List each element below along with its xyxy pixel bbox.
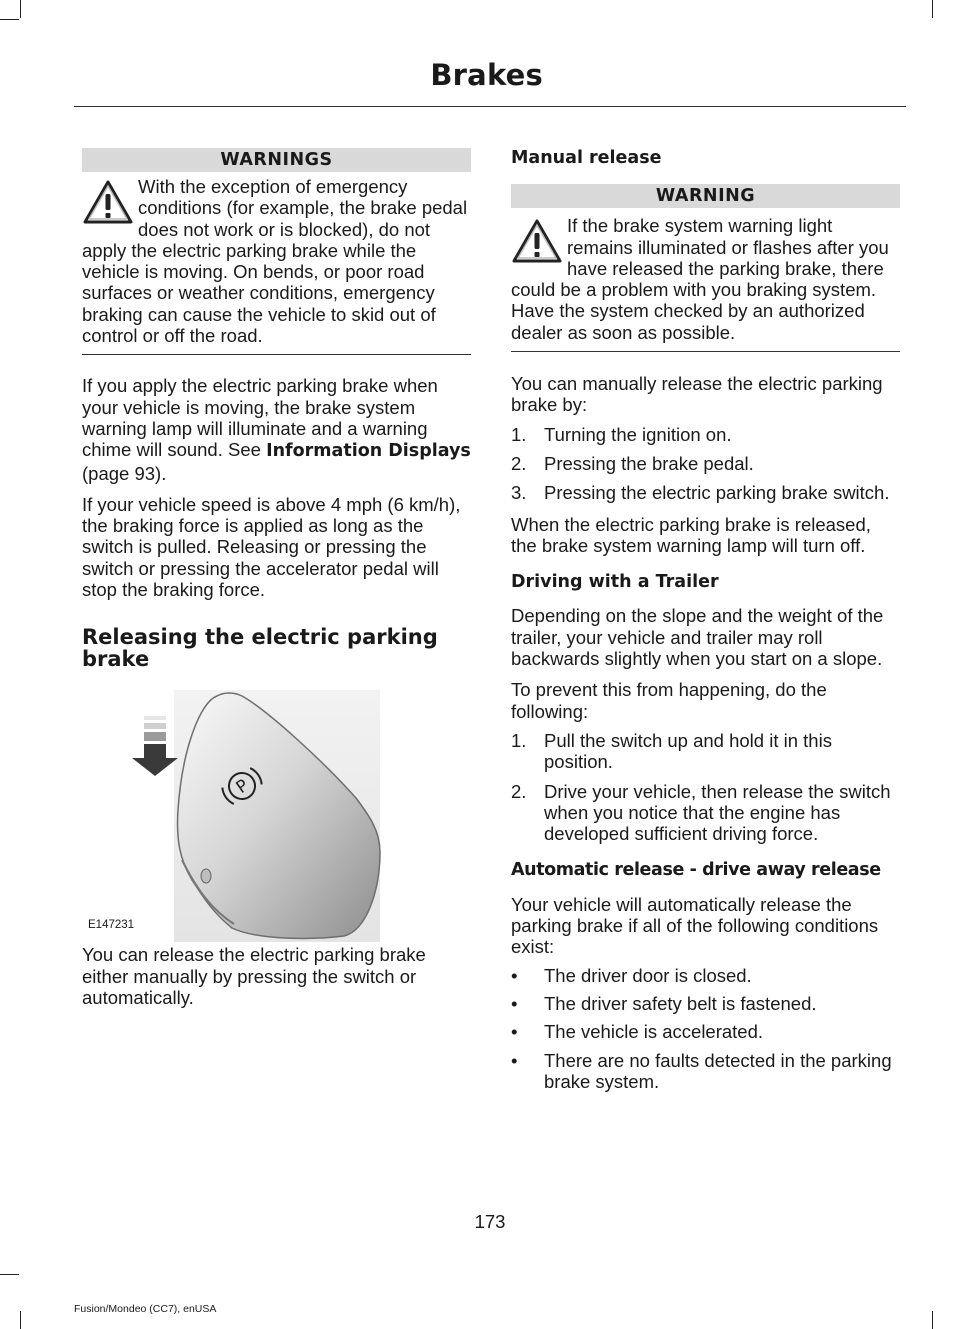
parking-brake-switch-illustration <box>82 690 471 942</box>
arrow-fade-bar <box>144 716 166 720</box>
warning-text: With the exception of emergency conditions (for example, the brake pedal does not work or is blocked), do not apply the electric parking brake while the vehicle is moving. On bends, or poor road surfaces or weather conditions, emergency braking can cause the vehicle to skid out of control or off the road. <box>82 176 468 347</box>
list-number: 2. <box>511 780 527 802</box>
crop-mark <box>0 1274 19 1275</box>
warning-triangle-icon <box>82 178 134 226</box>
subsection-heading: Automatic release - drive away release <box>511 860 881 881</box>
svg-text:P: P <box>232 776 253 799</box>
list-item-text: Drive your vehicle, then release the switch when you notice that the engine has developed sufficient driving force. <box>544 780 891 845</box>
list-item-text: The driver safety belt is fastened. <box>544 992 817 1014</box>
list-item-text: Pull the switch up and hold it in this position. <box>544 729 832 773</box>
warnings-header: WARNINGS <box>82 148 471 172</box>
list-item-text: Turning the ignition on. <box>544 423 732 445</box>
paragraph: If your vehicle speed is above 4 mph (6 km/h), the braking force is applied as long as the switch is pulled. Releasing or pressing the switch or pressing the accelerator pedal will stop the braking force. <box>82 493 461 601</box>
list-number: 3. <box>511 482 527 504</box>
paragraph-text: If you apply the electric parking brake when your vehicle is moving, the brake system warning lamp will illuminate and a warning chime will sound. See <box>82 375 438 461</box>
paragraph: You can release the electric parking brake either manually by pressing the switch or automatically. <box>82 944 426 1008</box>
paragraph: Your vehicle will automatically release the parking brake if all of the following conditions exist: <box>511 893 879 958</box>
arrow-fade-bar <box>144 732 166 741</box>
list-item-text: Pressing the brake pedal. <box>544 452 754 474</box>
list-item <box>511 965 900 986</box>
paragraph <box>82 375 471 483</box>
list-item-text: There are no faults detected in the parking brake system. <box>544 1049 892 1092</box>
list-item <box>511 1021 900 1042</box>
bullet-list <box>511 965 900 1092</box>
title-divider <box>74 106 906 107</box>
page-title: Brakes <box>430 58 543 92</box>
list-item <box>511 482 900 503</box>
list-number: 2. <box>511 452 527 474</box>
list-number: 1. <box>511 423 527 445</box>
paragraph: When the electric parking brake is released, the brake system warning lamp will turn off. <box>511 513 871 556</box>
paragraph: Depending on the slope and the weight of the trailer, your vehicle and trailer may roll backwards slightly when you start on a slope. <box>511 605 884 670</box>
warning-triangle-icon <box>511 217 563 265</box>
list-number: 1. <box>511 729 527 751</box>
numbered-list <box>511 730 900 844</box>
page-number: 173 <box>474 1211 506 1232</box>
cross-reference-link[interactable]: Information Displays <box>266 441 471 462</box>
bullet: • <box>511 1049 518 1071</box>
warning-box <box>82 176 471 355</box>
right-column <box>511 148 900 1092</box>
crop-mark <box>20 1311 21 1329</box>
subsection-heading: Manual release <box>511 148 662 168</box>
parking-brake-figure <box>82 690 471 942</box>
warning-text: If the brake system warning light remains illuminated or flashes after you have released the parking brake, there could be a problem with you braking system. Have the system checked by an authorized dealer as soon as possible. <box>511 215 889 343</box>
warning-box <box>511 215 900 352</box>
footer-model-code: Fusion/Mondeo (CC7), enUSA <box>74 1303 217 1315</box>
crop-mark <box>932 0 933 18</box>
crop-mark <box>932 1311 933 1329</box>
list-item <box>511 730 900 773</box>
list-item <box>511 781 900 845</box>
list-item <box>511 453 900 474</box>
paragraph: To prevent this from happening, do the following: <box>511 679 827 722</box>
warning-header: WARNING <box>511 184 900 208</box>
list-item <box>511 993 900 1014</box>
arrow-fade-bar <box>144 723 166 729</box>
list-item <box>511 424 900 445</box>
list-item-text: Pressing the electric parking brake switch. <box>544 482 890 504</box>
list-item <box>511 1050 900 1093</box>
section-heading: Releasing the electric parking brake <box>82 625 438 672</box>
subsection-heading: Driving with a Trailer <box>511 572 719 593</box>
bullet: • <box>511 964 518 986</box>
figure-id: E147231 <box>88 919 135 932</box>
paragraph: You can manually release the electric parking brake by: <box>511 373 883 416</box>
crop-mark <box>20 0 21 18</box>
crop-mark <box>0 19 19 20</box>
list-item-text: The vehicle is accelerated. <box>544 1021 764 1043</box>
bullet: • <box>511 1021 518 1043</box>
bullet: • <box>511 992 518 1014</box>
numbered-list <box>511 424 900 504</box>
list-item-text: The driver door is closed. <box>544 964 752 986</box>
down-arrow-icon <box>132 744 178 776</box>
page-reference: (page 93). <box>82 462 167 484</box>
left-column <box>82 148 471 1008</box>
